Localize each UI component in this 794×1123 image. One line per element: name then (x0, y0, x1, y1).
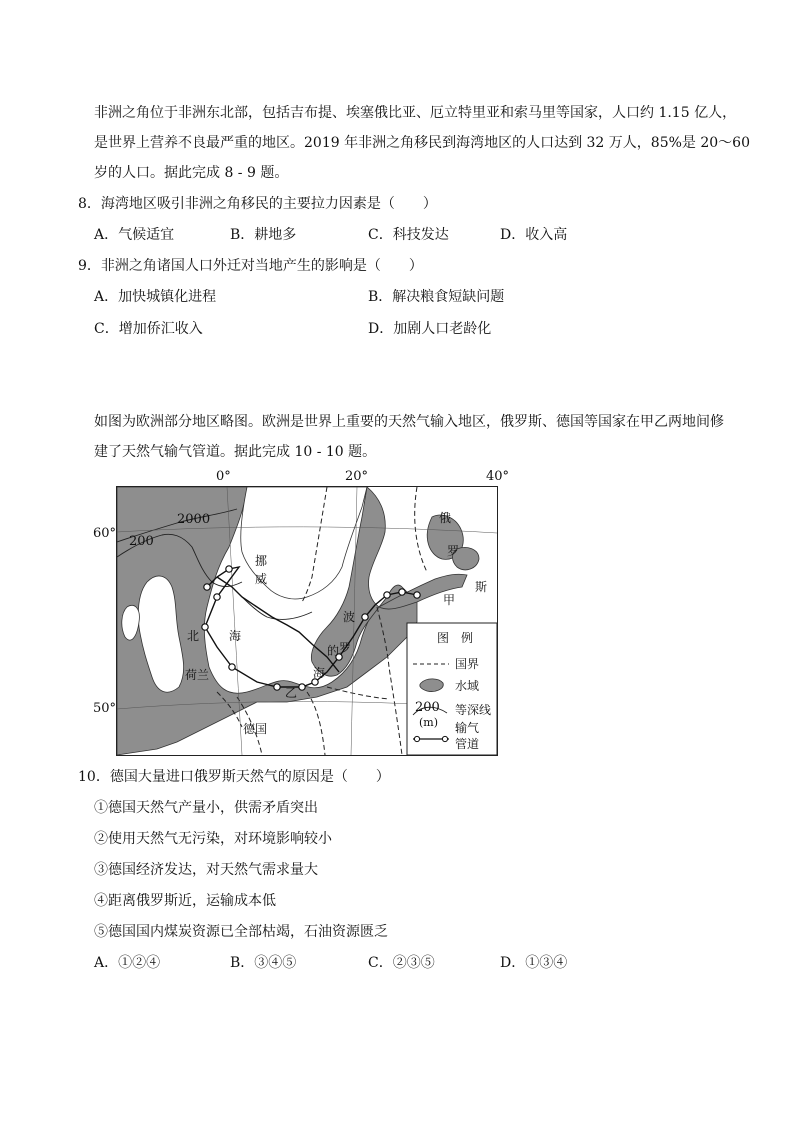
label-jia: 甲 (443, 593, 456, 607)
q8-option-d: D．收入高 (500, 227, 568, 243)
lon-label-20: 20° (345, 469, 369, 484)
label-north-sea: 海 (229, 629, 242, 643)
q10-option-d: D．①③④ (500, 955, 568, 971)
label-norway: 威 (255, 572, 268, 586)
map-legend (407, 623, 497, 755)
q10-statement-5: ⑤德国国内煤炭资源已全部枯竭，石油资源匮乏 (94, 924, 388, 940)
label-netherlands: 荷兰 (185, 668, 210, 682)
q9-option-c: C．增加侨汇收入 (94, 321, 203, 337)
legend-contour-unit: (m) (419, 716, 439, 729)
label-baltic-sea: 海 (313, 666, 326, 680)
passage-line: 如图为欧洲部分地区略图。欧洲是世界上重要的天然气输入地区，俄罗斯、德国等国家在甲乙两地间修 (94, 414, 724, 430)
legend-border-label: 国界 (455, 657, 480, 671)
legend-station-symbol (442, 736, 447, 741)
question-9-stem: 9．非洲之角诸国人口外迁对当地产生的影响是（ ） (78, 258, 423, 274)
q10-statement-1: ①德国天然气产量小，供需矛盾突出 (94, 800, 318, 816)
legend-water-symbol (420, 679, 443, 692)
question-8-stem: 8．海湾地区吸引非洲之角移民的主要拉力因素是（ ） (78, 196, 437, 212)
legend-water-label: 水域 (455, 679, 480, 693)
label-norway: 挪 (255, 554, 268, 568)
q10-option-b: B．③④⑤ (230, 955, 297, 971)
label-germany: 德国 (243, 722, 268, 736)
depth-label-2000: 2000 (177, 512, 211, 527)
legend-contour-label: 等深线 (455, 703, 492, 717)
depth-label-200: 200 (129, 534, 154, 549)
lat-label-60: 60° (93, 526, 117, 541)
q9-option-a: A．加快城镇化进程 (94, 289, 217, 305)
q9-option-d: D．加剧人口老龄化 (368, 321, 492, 337)
passage-line: 是世界上营养不良最严重的地区。2019 年非洲之角移民到海湾地区的人口达到 32 万人，85%是 20～60 (94, 135, 750, 151)
label-russia: 罗 (447, 544, 460, 558)
lon-label-0: 0° (216, 469, 231, 484)
q10-option-a: A．①②④ (94, 955, 161, 971)
label-baltic-sea: 波 (343, 610, 356, 624)
lat-label-50: 50° (93, 701, 117, 716)
legend-pipeline-label: 输气 (455, 721, 480, 735)
q10-statement-2: ②使用天然气无污染，对环境影响较小 (94, 831, 332, 847)
passage-line: 建了天然气输气管道。据此完成 10 - 10 题。 (94, 444, 377, 460)
label-russia: 俄 (439, 511, 452, 525)
europe-map (116, 486, 498, 756)
passage-line: 非洲之角位于非洲东北部，包括吉布提、埃塞俄比亚、厄立特里亚和索马里等国家，人口约 1.15 亿人， (94, 105, 737, 121)
q10-option-c: C．②③⑤ (368, 955, 435, 971)
q8-option-b: B．耕地多 (230, 227, 297, 243)
passage-line: 岁的人口。据此完成 8 - 9 题。 (94, 165, 289, 181)
label-yi: 乙 (285, 686, 298, 700)
q9-option-b: B．解决粮食短缺问题 (368, 289, 505, 305)
lon-label-40: 40° (486, 469, 510, 484)
q8-option-a: A．气候适宜 (94, 227, 175, 243)
label-russia: 斯 (475, 580, 488, 594)
label-baltic-sea: 的 (327, 644, 340, 658)
q10-statement-4: ④距离俄罗斯近，运输成本低 (94, 893, 276, 909)
legend-pipeline-label: 管道 (455, 737, 480, 751)
label-north-sea: 北 (187, 629, 200, 643)
legend-station-symbol (414, 736, 419, 741)
label-baltic-sea: 罗 (339, 641, 352, 655)
legend-title: 图 例 (437, 631, 474, 645)
q10-statement-3: ③德国经济发达，对天然气需求量大 (94, 862, 318, 878)
q8-option-c: C．科技发达 (368, 227, 449, 243)
legend-contour-value: 200 (415, 700, 440, 715)
question-10-stem: 10．德国大量进口俄罗斯天然气的原因是（ ） (78, 769, 390, 785)
